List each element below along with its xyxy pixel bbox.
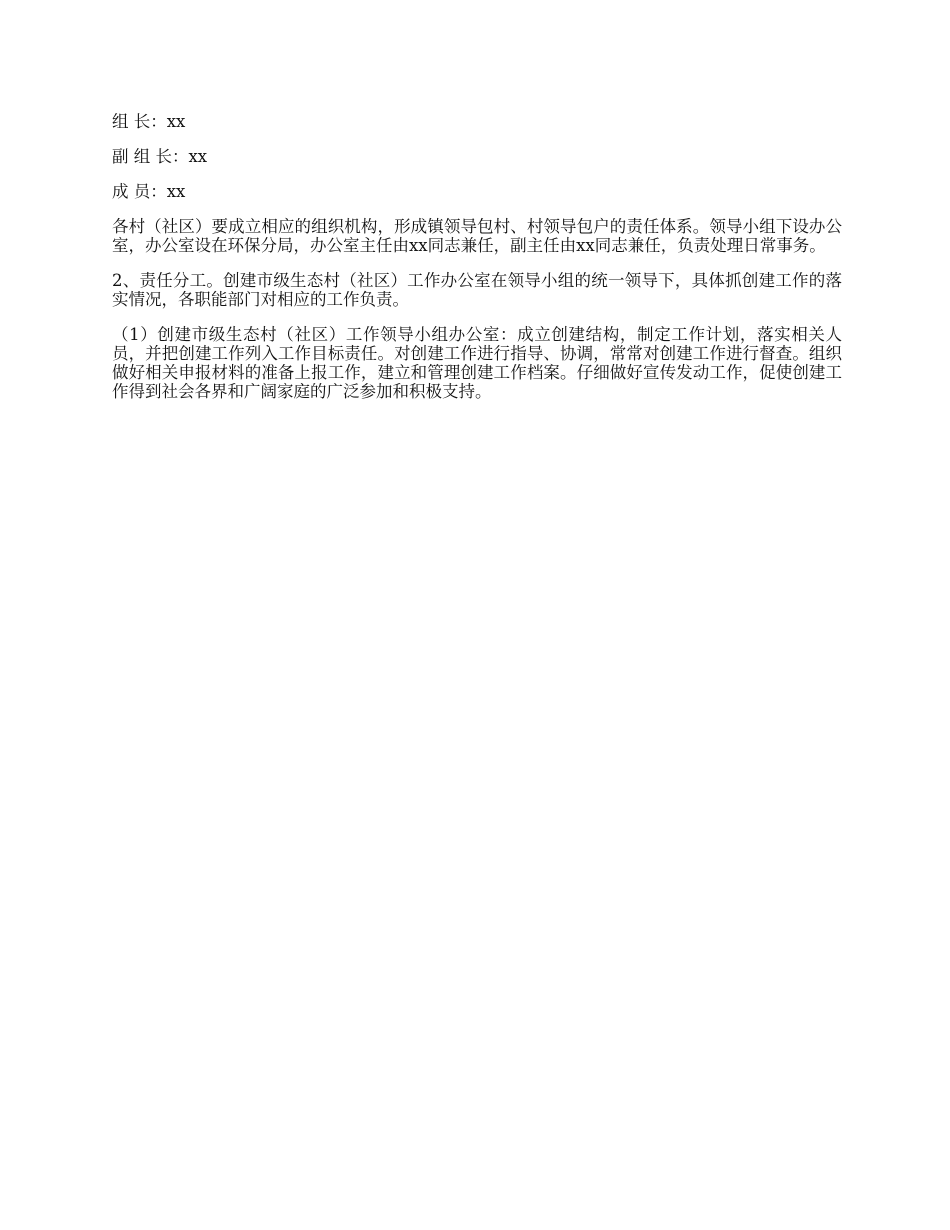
organization-paragraph: 各村（社区）要成立相应的组织机构，形成镇领导包村、村领导包户的责任体系。领导小组下设办公室，办公室设在环保分局，办公室主任由xx同志兼任，副主任由xx同志兼任，负责处理日常事务。 [112,217,842,255]
leader-line: 组 长：xx [112,112,186,131]
document-body [112,112,842,417]
deputy-leader-line: 副 组 长：xx [112,147,208,166]
responsibility-paragraph: 2、责任分工。创建市级生态村（社区）工作办公室在领导小组的统一领导下，具体抓创建工作的落实情况，各职能部门对相应的工作负责。 [112,271,842,309]
office-duties-paragraph: （1）创建市级生态村（社区）工作领导小组办公室：成立创建结构，制定工作计划，落实相关人员，并把创建工作列入工作目标责任。对创建工作进行指导、协调，常常对创建工作进行督查。组织做好相关申报材料的准备上报工作，建立和管理创建工作档案。仔细做好宣传发动工作，促使创建工作得到社会各界和广阔家庭的广泛参加和积极支持。 [112,325,842,401]
member-line: 成 员：xx [112,182,186,201]
